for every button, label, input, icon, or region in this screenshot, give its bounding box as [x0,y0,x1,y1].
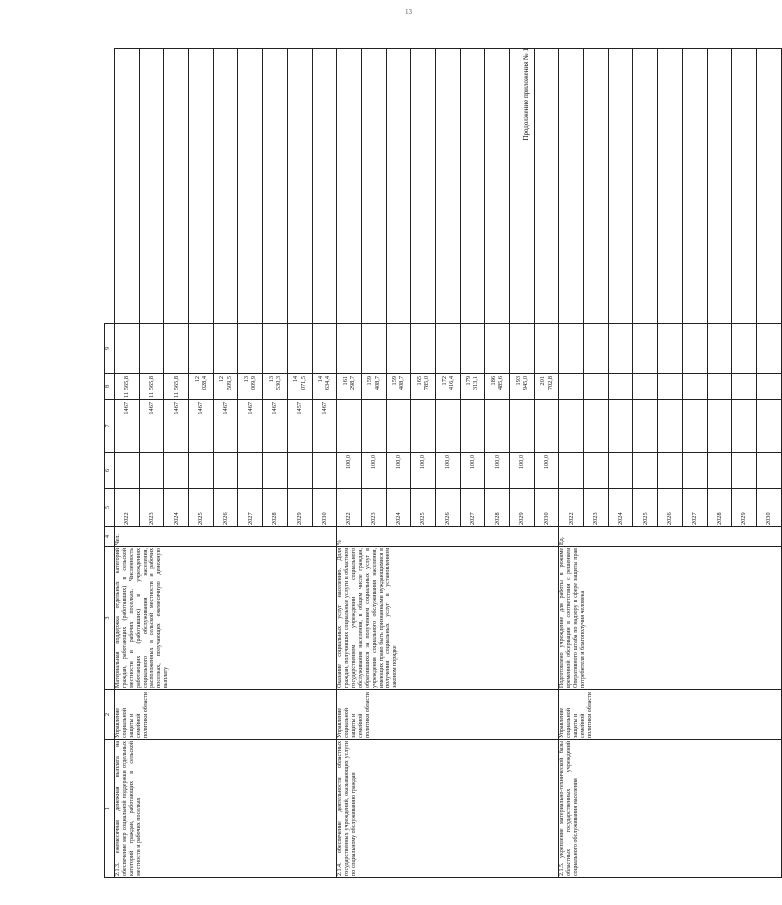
value-cell: 172 416,4 [435,374,460,400]
year-cell: 2024 [164,489,189,527]
value-cell: 186 485,6 [485,374,510,400]
value-cell: 193 945,0 [510,374,535,400]
table-row [115,49,140,878]
empty-cell [139,324,164,374]
value-cell [608,374,633,400]
empty-cell [584,49,609,324]
empty-cell [115,49,140,324]
year-cell: 2028 [485,489,510,527]
year-cell: 2022 [559,489,584,527]
value-cell [658,400,683,453]
empty-cell [682,49,707,324]
empty-cell [386,49,411,324]
value-cell [386,400,411,453]
empty-cell [164,324,189,374]
empty-cell [189,324,214,374]
value-cell: 12 509,5 [213,374,238,400]
executor-cell: Управление социальной защиты и семейной политики области [559,690,781,740]
value-cell [559,453,584,489]
empty-cell [287,324,312,374]
value-cell [139,453,164,489]
value-cell: 100,0 [337,453,362,489]
program-table [104,48,782,878]
empty-cell [633,49,658,324]
year-cell: 2029 [732,489,757,527]
value-cell: 161 298,7 [337,374,362,400]
value-cell [658,374,683,400]
value-cell: 100,0 [460,453,485,489]
value-cell [460,400,485,453]
year-cell: 2024 [608,489,633,527]
value-cell: 179 313,1 [460,374,485,400]
value-cell [115,453,140,489]
empty-cell [435,49,460,324]
year-cell: 2024 [386,489,411,527]
empty-cell [411,324,436,374]
value-cell [608,400,633,453]
value-cell [633,453,658,489]
empty-cell [263,324,288,374]
value-cell [238,453,263,489]
year-cell: 2025 [633,489,658,527]
empty-cell [608,49,633,324]
empty-cell [435,324,460,374]
empty-cell [584,324,609,374]
empty-cell [534,324,559,374]
value-cell: 100,0 [386,453,411,489]
empty-cell [658,324,683,374]
value-cell: 100,0 [534,453,559,489]
value-cell [756,400,781,453]
value-cell [707,453,732,489]
column-header: 2 [105,690,115,740]
year-cell: 2028 [263,489,288,527]
year-cell: 2030 [534,489,559,527]
empty-cell [164,49,189,324]
empty-cell [189,49,214,324]
empty-cell [658,49,683,324]
indicator-cell: Оказание социальных услуг населению. Доля граждан, получивших социальные услуги в областном государственном учреждении социального обслуживания населения, в общем числе граждан, обратившихся за получением социальных услуг в учреждения социального обслуживания населения, имеющих право быть признанными нуждающимися в получении социальных услуг в установленном законом порядке [337,547,559,690]
year-cell: 2025 [189,489,214,527]
empty-cell [608,324,633,374]
table-row [337,49,362,878]
unit-cell: Ед. [559,527,781,547]
year-cell: 2027 [238,489,263,527]
table-body [105,49,782,878]
rotated-table-area [104,48,773,878]
column-header: 7 [105,400,115,453]
measure-cell: 2.1.4. обеспечение деятельности областных государственных учреждений, оказывающих услуги по социальному обслуживанию граждан [337,740,559,878]
value-cell [707,374,732,400]
value-cell: 100,0 [411,453,436,489]
value-cell: 13 009,9 [238,374,263,400]
value-cell: 165 785,0 [411,374,436,400]
year-cell: 2028 [707,489,732,527]
empty-cell [361,324,386,374]
header-row [105,49,115,878]
year-cell: 2025 [411,489,436,527]
empty-cell [559,324,584,374]
empty-cell [139,49,164,324]
year-cell: 2030 [312,489,337,527]
value-cell [682,374,707,400]
value-cell: 14 634,4 [312,374,337,400]
empty-cell [485,324,510,374]
value-cell: 1467 [213,400,238,453]
value-cell [756,374,781,400]
value-cell: 1467 [164,400,189,453]
column-header: 4 [105,527,115,547]
empty-cell [287,49,312,324]
year-cell: 2023 [139,489,164,527]
value-cell [658,453,683,489]
value-cell [584,453,609,489]
appendix-note: Продолжение приложения № 1 [522,48,530,141]
empty-cell [682,324,707,374]
value-cell: 11 565,8 [139,374,164,400]
value-cell [559,374,584,400]
value-cell: 100,0 [510,453,535,489]
value-cell [312,453,337,489]
empty-cell [732,49,757,324]
empty-cell [337,324,362,374]
table-row [559,49,584,878]
value-cell: 11 565,8 [115,374,140,400]
value-cell [756,453,781,489]
column-header: 6 [105,453,115,489]
column-header: 5 [105,489,115,527]
value-cell [337,400,362,453]
value-cell: 159 408,7 [386,374,411,400]
value-cell [559,400,584,453]
year-cell: 2022 [337,489,362,527]
value-cell: 14 071,5 [287,374,312,400]
measure-cell: 2.1.5. укрепление материально-технической базы областных государственных учреждений социального обслуживания населения [559,740,781,878]
empty-cell [263,49,288,324]
value-cell [732,400,757,453]
value-cell [435,400,460,453]
empty-cell [337,49,362,324]
value-cell: 201 702,8 [534,374,559,400]
value-cell [682,453,707,489]
value-cell: 1467 [312,400,337,453]
year-cell: 2026 [435,489,460,527]
empty-cell [460,49,485,324]
empty-cell [386,324,411,374]
value-cell [732,374,757,400]
empty-cell [213,49,238,324]
column-header: 8 [105,374,115,400]
executor-cell: Управление социальной защиты и семейной политики области [337,690,559,740]
value-cell [213,453,238,489]
measure-cell: 2.1.3. ежемесячная денежная выплата на обеспечение мер социальной поддержки отдельных категорий граждан, работающих в сельской местности и рабочих поселках [115,740,337,878]
value-cell: 1467 [238,400,263,453]
year-cell: 2029 [510,489,535,527]
year-cell: 2027 [682,489,707,527]
unit-cell: % [337,527,559,547]
year-cell: 2023 [584,489,609,527]
value-cell [287,453,312,489]
year-cell: 2029 [287,489,312,527]
empty-cell [312,324,337,374]
value-cell [707,400,732,453]
column-header: 9 [105,324,115,374]
empty-cell [707,324,732,374]
value-cell: 1467 [263,400,288,453]
value-cell: 1467 [139,400,164,453]
executor-cell: Управление социальной защиты и семейной политики области [115,690,337,740]
empty-cell [238,324,263,374]
empty-cell [460,324,485,374]
value-cell: 159 408,7 [361,374,386,400]
empty-cell [115,324,140,374]
value-cell: 1467 [189,400,214,453]
empty-cell [238,49,263,324]
empty-cell [312,49,337,324]
value-cell [633,374,658,400]
empty-cell [633,324,658,374]
value-cell: 12 028,4 [189,374,214,400]
empty-cell [756,324,781,374]
empty-cell [559,49,584,324]
empty-cell [213,324,238,374]
value-cell: 100,0 [435,453,460,489]
page-number: 13 [405,8,412,16]
indicator-cell: Подготовлено учреждение для работы в режиме временной обсервации в соответствии с решением Оперативного штаба по надзору в сфере защиты прав потребителя и благополучия человека [559,547,781,690]
value-cell [584,400,609,453]
value-cell [732,453,757,489]
year-cell: 2022 [115,489,140,527]
value-cell: 100,0 [361,453,386,489]
empty-cell [756,49,781,324]
value-cell [682,400,707,453]
year-cell: 2026 [213,489,238,527]
empty-cell [707,49,732,324]
empty-cell [411,49,436,324]
year-cell: 2026 [658,489,683,527]
value-cell [263,453,288,489]
year-cell: 2023 [361,489,386,527]
empty-cell [534,49,559,324]
empty-cell [361,49,386,324]
column-header: 1 [105,740,115,878]
empty-cell [732,324,757,374]
value-cell: 13 530,3 [263,374,288,400]
value-cell [361,400,386,453]
value-cell [411,400,436,453]
value-cell: 1457 [287,400,312,453]
year-cell: 2027 [460,489,485,527]
value-cell [633,400,658,453]
empty-cell [485,49,510,324]
value-cell: 1467 [115,400,140,453]
year-cell: 2030 [756,489,781,527]
value-cell [534,400,559,453]
value-cell [608,453,633,489]
value-cell [164,453,189,489]
value-cell [189,453,214,489]
value-cell: 100,0 [485,453,510,489]
column-header: 3 [105,547,115,690]
indicator-cell: Материальная поддержка отдельных категорий граждан, работающих (работавших) в сельской местности и рабочих поселках. Численность работающих (работавших) в учреждениях социального обслуживания населения, расположенных в сельской местности и рабочих поселках, получающих ежемесячную денежную выплату [115,547,337,690]
unit-cell: Чел. [115,527,337,547]
value-cell: 11 565,8 [164,374,189,400]
value-cell [485,400,510,453]
value-cell [584,374,609,400]
